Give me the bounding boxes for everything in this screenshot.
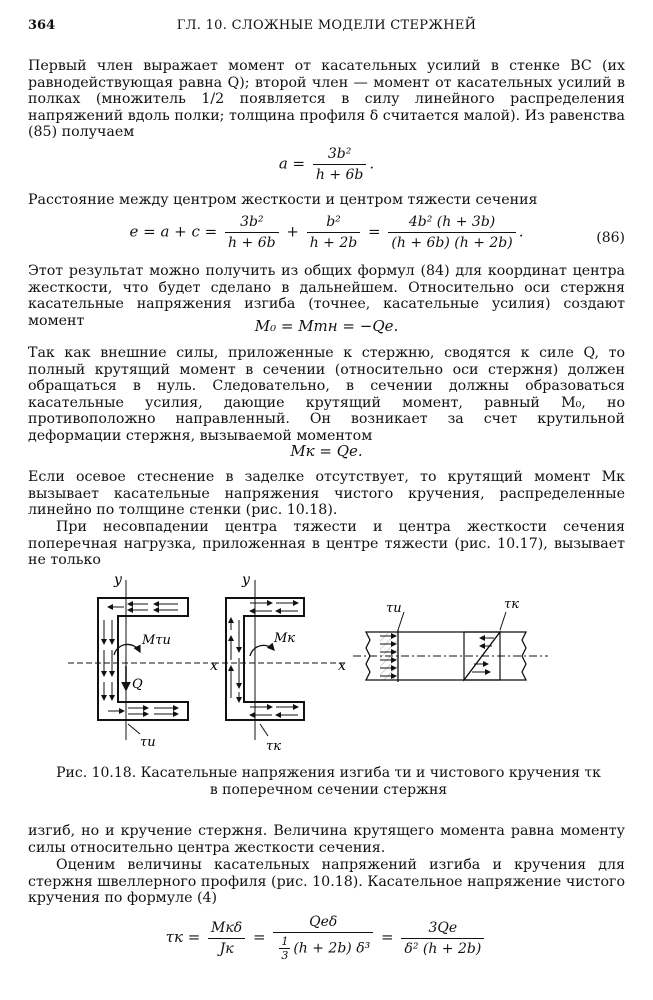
label-tau-i-2: τи [386, 601, 402, 616]
label-y-2: y [242, 572, 250, 588]
page-header [28, 18, 625, 38]
leader-line-2 [260, 724, 268, 736]
formula-tau-term3-den: δ² (h + 2b) [404, 940, 482, 957]
paragraph-7: изгиб, но и кручение стержня. Величина крутящего момента равна моменту силы относительно центра жесткости сечения. [28, 823, 625, 856]
formula-e-plus: + [286, 222, 299, 241]
formula-e-lhs: e = a + c = [129, 222, 218, 241]
formula-tau-eq2: = [381, 928, 394, 946]
formula-tau-term3-num: 3Qe [401, 920, 484, 939]
formula-e-term1 [225, 214, 279, 251]
label-x-2: x [338, 658, 346, 674]
wall-thickness-diagram [353, 597, 548, 682]
label-x-1: x [210, 658, 218, 674]
label-m-k: Mк [274, 631, 296, 646]
paragraph-2: Расстояние между центром жесткости и центром тяжести сечения [28, 192, 538, 208]
formula-tau-term1 [208, 920, 245, 957]
label-tau-i-1: τи [140, 735, 156, 750]
label-m-ti: Mτи [142, 633, 171, 648]
figure-10-18 [28, 560, 625, 760]
formula-e-term2 [307, 214, 361, 251]
paragraph-6: При несовпадении центра тяжести и центра жесткости сечения поперечная нагрузка, приложенная в центре тяжести (рис. 10.17), вызывает не только [28, 519, 625, 569]
formula-tau-term3 [401, 920, 484, 957]
formula-tau-term2-num: Qeδ [273, 914, 373, 933]
formula-a-tail: . [369, 154, 375, 173]
paragraph-8: Оценим величины касательных напряжений изгиба и кручения для стержня швеллерного профиля (рис. 10.18). Касательное напряжение чистого кручения по формуле (4) [28, 857, 625, 907]
paragraph-1: Первый член выражает момент от касательных усилий в стенке BC (их равнодействующая равна Q); второй член — момент от касательных усилий в полках (множитель 1/2 появляется в силу линейного распределения напряжений вдоль полки; толщина профиля δ считается малой). Из равенства (85) получаем [28, 58, 625, 141]
formula-tau-term2-den [273, 933, 373, 962]
formula-mk: Mк = Qe. [290, 442, 363, 460]
label-y-1: y [114, 572, 122, 588]
formula-tau-lhs: τк = [165, 928, 201, 946]
paragraph-3: Этот результат можно получить из общих формул (84) для координат центра жесткости, что будет сделано в дальнейшем. Относительно оси стержня касательные напряжения изгиба (точнее, касательные усилия) создают момент [28, 263, 625, 329]
channel-outline-2 [226, 598, 304, 720]
one-third-num: 1 [281, 935, 289, 948]
formula-e [28, 214, 625, 251]
formula-e-term3-den: (h + 6b) (h + 2b) [391, 235, 513, 251]
leader-tau-k [500, 612, 506, 630]
formula-m0: M₀ = Mтн = −Qe. [254, 317, 399, 335]
formula-a-lhs: a = [278, 154, 306, 173]
page-number: 364 [28, 18, 56, 33]
formula-e-term3 [388, 214, 515, 251]
label-tau-k-1: τк [266, 739, 281, 754]
label-tau-k-2: τк [504, 597, 519, 612]
formula-e-term2-den: h + 2b [309, 235, 358, 251]
one-third-fraction [279, 935, 290, 962]
figure-drawing [28, 560, 625, 760]
shear-arrows-1 [104, 604, 178, 714]
formula-tau-eq1: = [252, 928, 266, 946]
leader-line-1 [128, 724, 140, 734]
formula-tau-term2-den-rest: (h + 2b) δ³ [293, 940, 371, 957]
formula-e-term3-num: 4b² (h + 3b) [388, 214, 515, 233]
label-q: Q [132, 677, 143, 692]
formula-e-equals: = [368, 222, 381, 241]
formula-a-fraction [313, 146, 367, 183]
paragraph-4: Так как внешние силы, приложенные к стержню, сводятся к силе Q, то полный крутящий момент в сечении (относительно оси стержня) должен обращаться в нуль. Следовательно, в сечении должны образоваться касательные усилия, дающие крутящий момент, равный M₀, но противоположно направленный. Он возникает за счет крутильной деформации стержня, вызываемой моментом [28, 345, 625, 444]
torque-arc-2 [250, 645, 274, 656]
formula-e-term1-num: 3b² [225, 214, 279, 233]
torsion-arrows-2 [231, 603, 298, 715]
figure-caption: Рис. 10.18. Касательные напряжения изгиба τи и чистового кручения τк в поперечном сечении стержня [56, 765, 601, 798]
formula-e-term1-den: h + 6b [228, 235, 276, 251]
one-third-den: 3 [281, 949, 289, 962]
bending-stress-region [380, 632, 398, 680]
formula-a-denominator: h + 6b [315, 167, 364, 183]
formula-tau-k [28, 914, 625, 962]
formula-tau-term1-den: Jк [219, 940, 234, 957]
formula-e-tail: . [518, 222, 524, 241]
formula-tau-term1-num: Mкδ [208, 920, 245, 939]
formula-a [28, 146, 625, 183]
formula-a-numerator: 3b² [313, 146, 367, 165]
formula-e-term2-num: b² [307, 214, 361, 233]
channel-section-bending [68, 572, 218, 750]
equation-number: (86) [596, 230, 625, 246]
running-title: ГЛ. 10. СЛОЖНЫЕ МОДЕЛИ СТЕРЖНЕЙ [176, 18, 477, 33]
paragraph-5: Если осевое стеснение в заделке отсутствует, то крутящий момент Mк вызывает касательные напряжения чистого кручения, распределенные линейно по толщине стенки (рис. 10.18). [28, 469, 625, 519]
channel-section-torsion [213, 572, 348, 754]
formula-tau-term2 [273, 914, 373, 962]
